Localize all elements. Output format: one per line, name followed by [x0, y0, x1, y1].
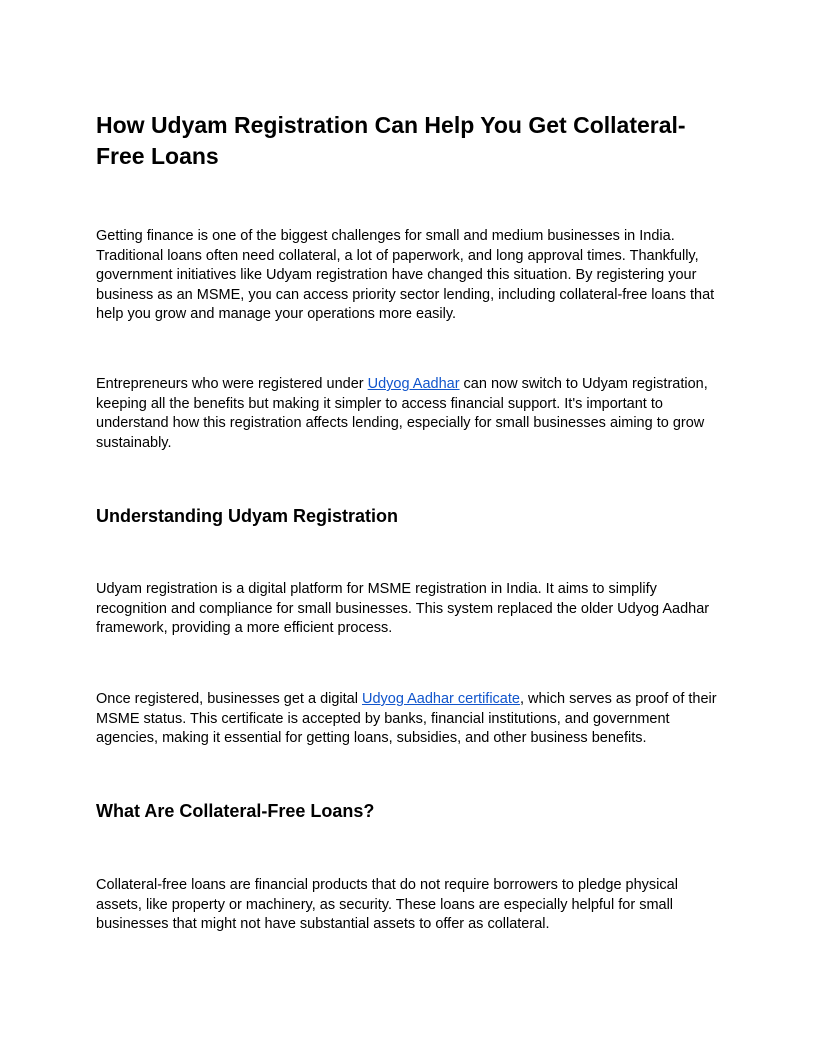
certificate-link[interactable]: Udyog Aadhar certificate	[361, 691, 520, 707]
udyog-aadhar-link[interactable]: Udyog Aadhar	[367, 376, 460, 392]
paragraph-text: , which serves as proof of their MSME status. This certificate is accepted by banks, financial institutions, and government agencies, making it essential for getting loans, subsidies, and other business benefits.	[96, 691, 717, 746]
section-heading-collateral-free: What Are Collateral-Free Loans?	[96, 801, 375, 821]
udyog-aadhar-paragraph	[96, 375, 720, 453]
paragraph-text: Entrepreneurs who were registered under	[96, 376, 368, 392]
udyam-description-paragraph: Udyam registration is a digital platform for MSME registration in India. It aims to simplify recognition and compliance for small businesses. This system replaced the older Udyog Aadhar framework, providing a more efficient process.	[96, 581, 710, 636]
section-heading-understanding: Understanding Udyam Registration	[96, 506, 399, 526]
page-title: How Udyam Registration Can Help You Get Collateral-Free Loans	[96, 112, 686, 169]
certificate-paragraph	[96, 690, 720, 749]
paragraph-text: Once registered, businesses get a digital	[96, 691, 362, 707]
paragraph-text: can now switch to Udyam registration, keeping all the benefits but making it simpler to access financial support. It's important to understand how this registration affects lending, especially for small businesses aiming to grow sustainably.	[96, 376, 708, 451]
collateral-free-paragraph: Collateral-free loans are financial products that do not require borrowers to pledge physical assets, like property or machinery, as security. These loans are especially helpful for small businesses that might not have substantial assets to offer as collateral.	[96, 877, 678, 932]
intro-paragraph: Getting finance is one of the biggest challenges for small and medium businesses in India. Traditional loans often need collateral, a lot of paperwork, and long approval times. Thankfully, government initiatives like Udyam registration have changed this situation. By registering your business as an MSME, you can access priority sector lending, including collateral-free loans that help you grow and manage your operations more easily.	[96, 228, 715, 322]
